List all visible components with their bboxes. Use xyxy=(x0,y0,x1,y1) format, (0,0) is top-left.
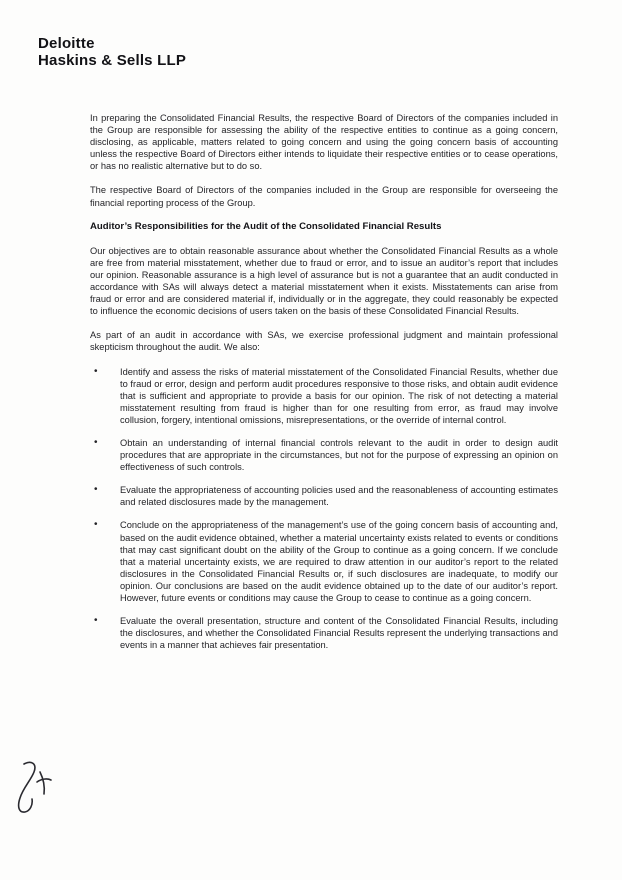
bullet-list xyxy=(90,366,558,652)
bullet-icon: • xyxy=(94,519,98,531)
bullet-text: Conclude on the appropriateness of the management’s use of the going concern basis of accounting and, based on the audit evidence obtained, whether a material uncertainty exists related to events or conditions that may cast significant doubt on the ability of the Group to continue as a going concern. If we conclude that a material uncertainty exists, we are required to draw attention in our auditor’s report to the related disclosures in the Consolidated Financial Results or, if such disclosures are inadequate, to modify our opinion. Our conclusions are based on the audit evidence obtained up to the date of our auditor’s report. However, future events or conditions may cause the Group to cease to continue as a going concern. xyxy=(120,520,558,603)
bullet-item xyxy=(90,484,558,508)
bullet-text: Identify and assess the risks of material misstatement of the Consolidated Financial Results, whether due to fraud or error, design and perform audit procedures responsive to those risks, and obtain audit evidence that is sufficient and appropriate to provide a basis for our opinion. The risk of not detecting a material misstatement resulting from fraud is higher than for one resulting from error, as fraud may involve collusion, forgery, intentional omissions, misrepresentations, or the override of internal control. xyxy=(120,366,558,425)
section-heading-auditors-responsibilities: Auditor’s Responsibilities for the Audit of the Consolidated Financial Results xyxy=(90,220,442,232)
paragraph-board-oversight: The respective Board of Directors of the companies included in the Group are responsible for overseeing the financial reporting process of the Group. xyxy=(90,185,558,208)
bullet-item xyxy=(90,615,558,651)
bullet-item xyxy=(90,366,558,426)
paragraph-objectives: Our objectives are to obtain reasonable assurance about whether the Consolidated Financial Results as a whole are free from material misstatement, whether due to fraud or error, and to issue an auditor’s report that includes our opinion. Reasonable assurance is a high level of assurance but is not a guarantee that an audit conducted in accordance with SAs will always detect a material misstatement when it exists. Misstatements can arise from fraud or error and are considered material if, individually or in the aggregate, they could reasonably be expected to influence the economic decisions of users taken on the basis of these Consolidated Financial Results. xyxy=(90,245,558,317)
paragraph-going-concern: In preparing the Consolidated Financial Results, the respective Board of Directors of the companies included in the Group are responsible for assessing the ability of the respective entities to continue as a going concern, disclosing, as applicable, matters related to going concern and using the going concern basis of accounting unless the respective Board of Directors either intends to liquidate their respective entities or to cease operations, or has no realistic alternative but to do so. xyxy=(90,113,558,172)
bullet-text: Obtain an understanding of internal financial controls relevant to the audit in order to design audit procedures that are appropriate in the circumstances, but not for the purpose of expressing an opinion on effectiveness of such controls. xyxy=(120,437,558,473)
bullet-text: Evaluate the appropriateness of accounting policies used and the reasonableness of accounting estimates and related disclosures made by the management. xyxy=(120,485,558,508)
bullet-icon: • xyxy=(94,436,98,448)
bullet-icon: • xyxy=(94,484,98,496)
bullet-item xyxy=(90,437,558,473)
brand-name-line1: Deloitte xyxy=(38,35,95,52)
brand-name-line2: Haskins & Sells LLP xyxy=(38,52,187,69)
document-body xyxy=(90,112,558,662)
deloitte-logo xyxy=(38,36,186,69)
bullet-icon: • xyxy=(94,615,98,627)
signature-mark xyxy=(10,758,62,820)
bullet-item xyxy=(90,519,558,604)
bullet-icon: • xyxy=(94,365,98,377)
paragraph-audit-sas: As part of an audit in accordance with SAs, we exercise professional judgment and maintain professional skepticism throughout the audit. We also: xyxy=(90,330,558,353)
bullet-text: Evaluate the overall presentation, structure and content of the Consolidated Financial Results, including the disclosures, and whether the Consolidated Financial Results represent the underlying transactions and events in a manner that achieves fair presentation. xyxy=(120,616,558,651)
